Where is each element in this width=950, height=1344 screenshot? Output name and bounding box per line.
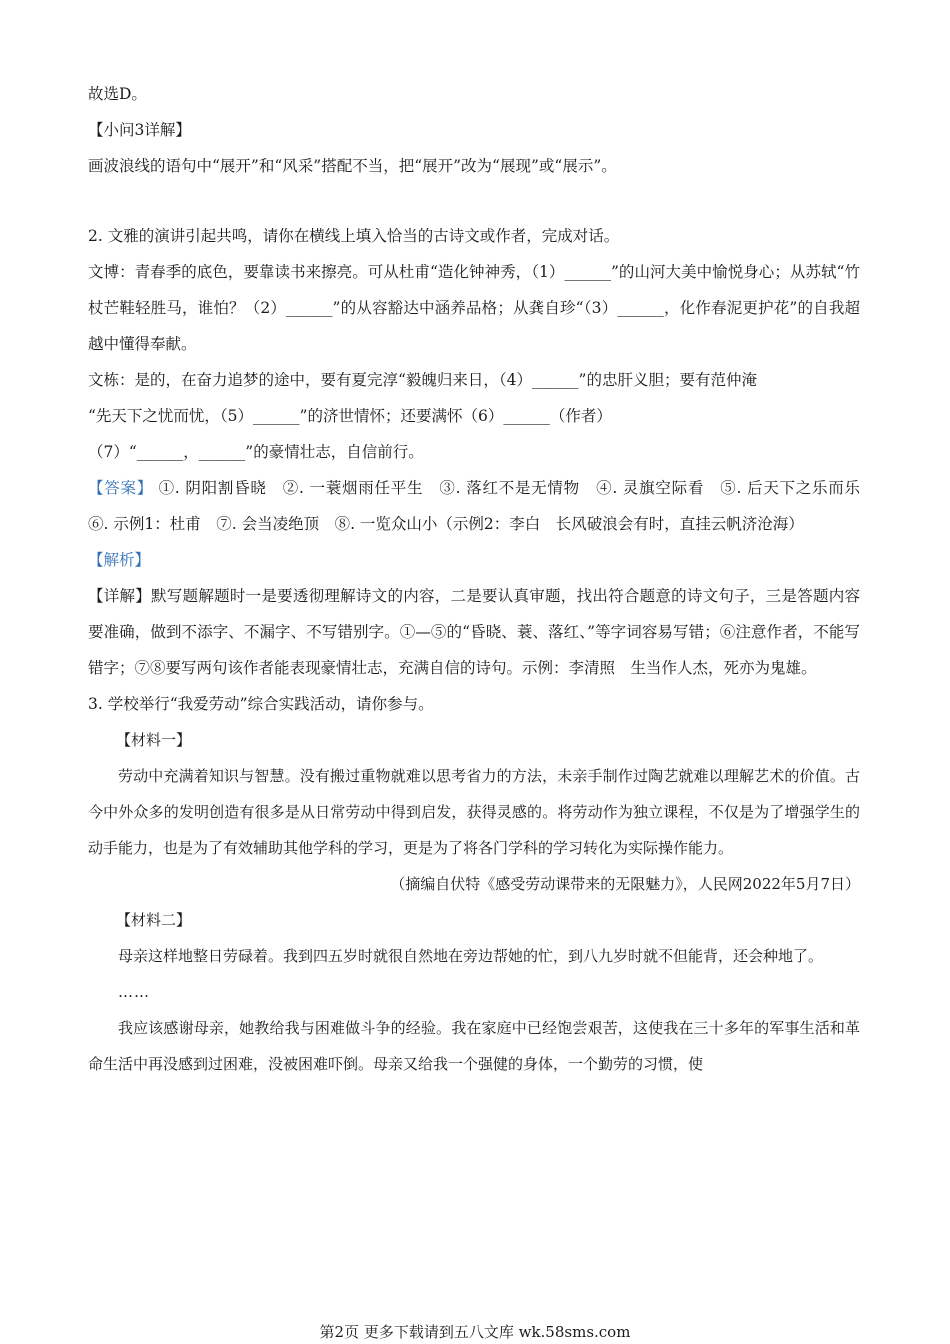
answer-text: ①. 阴阳割昏晓 ②. 一蓑烟雨任平生 ③. 落红不是无情物 ④. 灵旗空际看 ⑤. 后天下之乐而乐 ⑥. 示例1：杜甫 ⑦. 会当凌绝顶 ⑧. 一览众山小（示例2：李白 长风破浪会有时，直挂云帆济沧海）: [88, 479, 876, 533]
subquestion-3-explanation: 画波浪线的语句中“展开”和“风采”搭配不当，把“展开”改为“展现”或“展示”。: [88, 157, 617, 175]
question-2-answer: [88, 470, 876, 542]
question-2-wendong-line-1: 文栋：是的，在奋力追梦的途中，要有夏完淳“毅魄归来日，（4）______”的忠肝义胆；要有范仲淹: [88, 371, 757, 389]
material-1-text: 劳动中充满着知识与智慧。没有搬过重物就难以思考省力的方法，未亲手制作过陶艺就难以理解艺术的价值。古今中外众多的发明创造有很多是从日常劳动中得到启发，获得灵感的。将劳动作为独立课程，不仅是为了增强学生的动手能力，也是为了有效辅助其他学科的学习，更是为了将各门学科的学习转化为实际操作能力。: [88, 767, 860, 857]
section-gap: [88, 184, 860, 218]
subquestion-3-heading: 【小问3详解】: [88, 121, 191, 139]
question-2-wenbo-dialogue: 文博：青春季的底色，要靠读书来擦亮。可从杜甫“造化钟神秀，（1）______”的山河大美中愉悦身心；从苏轼“竹杖芒鞋轻胜马，谁怕？（2）______”的从容豁达中涵养品格；从龚自珍“（3）______，化作春泥更护花”的自我超越中懂得奉献。: [88, 263, 860, 353]
question-2-detail: 【详解】默写题解题时一是要透彻理解诗文的内容，二是要认真审题，找出符合题意的诗文句子，三是答题内容要准确，做到不添字、不漏字、不写错别字。①—⑤的“昏晓、蓑、落红、”等字词容易写错；⑥注意作者，不能写错字；⑦⑧要写两句该作者能表现豪情壮志，充满自信的诗句。示例：李清照 生当作人杰，死亦为鬼雄。: [88, 587, 860, 677]
material-1-source: （摘编自伏特《感受劳动课带来的无限魅力》，人民网2022年5月7日）: [390, 875, 860, 893]
document-page: [88, 76, 876, 1082]
material-1-label: 【材料一】: [116, 731, 192, 749]
material-2-paragraph-2: 我应该感谢母亲，她教给我与困难做斗争的经验。我在家庭中已经饱尝艰苦，这使我在三十多年的军事生活和革命生活中再没感到过困难，没被困难吓倒。母亲又给我一个强健的身体，一个勤劳的习惯，使: [88, 1019, 860, 1073]
material-2-paragraph-1: 母亲这样地整日劳碌着。我到四五岁时就很自然地在旁边帮她的忙，到八九岁时就不但能背，还会种地了。: [118, 947, 824, 965]
page-footer: 第2页 更多下载请到五八文库 wk.58sms.com: [319, 1323, 631, 1341]
question-2-wendong-line-3: （7）“______，______”的豪情壮志，自信前行。: [88, 443, 424, 461]
material-2-label: 【材料二】: [116, 911, 192, 929]
answer-label: 【答案】: [88, 479, 153, 497]
question-2-stem: 2. 文雅的演讲引起共鸣，请你在横线上填入恰当的古诗文或作者，完成对话。: [88, 227, 620, 245]
question-3-stem: 3. 学校举行“我爱劳动”综合实践活动，请你参与。: [88, 695, 434, 713]
analysis-label: 【解析】: [88, 551, 151, 569]
question-2-wendong-line-2: “先天下之忧而忧，（5）______”的济世情怀；还要满怀（6）______（作者）: [88, 407, 612, 425]
choice-conclusion: 故选D。: [88, 85, 147, 103]
material-2-ellipsis: ……: [118, 983, 150, 1001]
